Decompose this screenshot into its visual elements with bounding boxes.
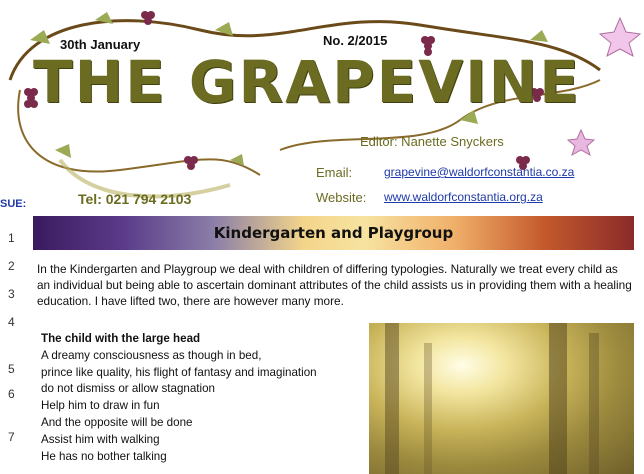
poem [41, 331, 317, 465]
editor-credit: Editor: Nanette Snyckers [360, 134, 504, 149]
poem-line: Assist him with walking [41, 432, 160, 446]
newsletter-title: THE GRAPEVINE [33, 48, 581, 116]
line-number: 6 [8, 387, 15, 401]
line-number: 3 [8, 287, 15, 301]
poem-line: Help him to draw in fun [41, 399, 160, 413]
masthead [0, 0, 644, 215]
section-intro: In the Kindergarten and Playgroup we deal with children of differing typologies. Naturally we treat every child as an individual but being able to ascertain dominant attributes of the child assists us in providing them with a healing education. I have lifted two, there are however many more. [37, 262, 632, 308]
section-banner [33, 216, 634, 250]
website-link[interactable]: www.waldorfconstantia.org.za [384, 190, 543, 204]
tree-trunks [369, 323, 634, 474]
poem-line: And the opposite will be done [41, 415, 193, 429]
line-number: 7 [8, 430, 15, 444]
line-number: 4 [8, 315, 15, 329]
line-number: 1 [8, 231, 15, 245]
forest-painting-image [369, 323, 634, 474]
line-number: 2 [8, 259, 15, 273]
telephone: Tel: 021 794 2103 [78, 191, 192, 207]
poem-heading: The child with the large head [41, 332, 201, 345]
email-link[interactable]: grapevine@waldorfconstantia.co.za [384, 165, 575, 179]
line-number: 5 [8, 362, 15, 376]
issue-number: No. 2/2015 [323, 33, 388, 48]
poem-line: prince like quality, his flight of fantasy and imagination [41, 365, 317, 379]
website-label: Website: [316, 190, 367, 205]
email-label: Email: [316, 165, 353, 180]
poem-line: He has no bother talking [41, 449, 167, 463]
poem-line: A dreamy consciousness as though in bed, [41, 348, 262, 362]
issue-date: 30th January [60, 37, 141, 52]
section-title: Kindergarten and Playgroup [213, 224, 454, 242]
issue-label: SUE: [0, 198, 27, 210]
poem-line: do not dismiss or allow stagnation [41, 382, 215, 396]
